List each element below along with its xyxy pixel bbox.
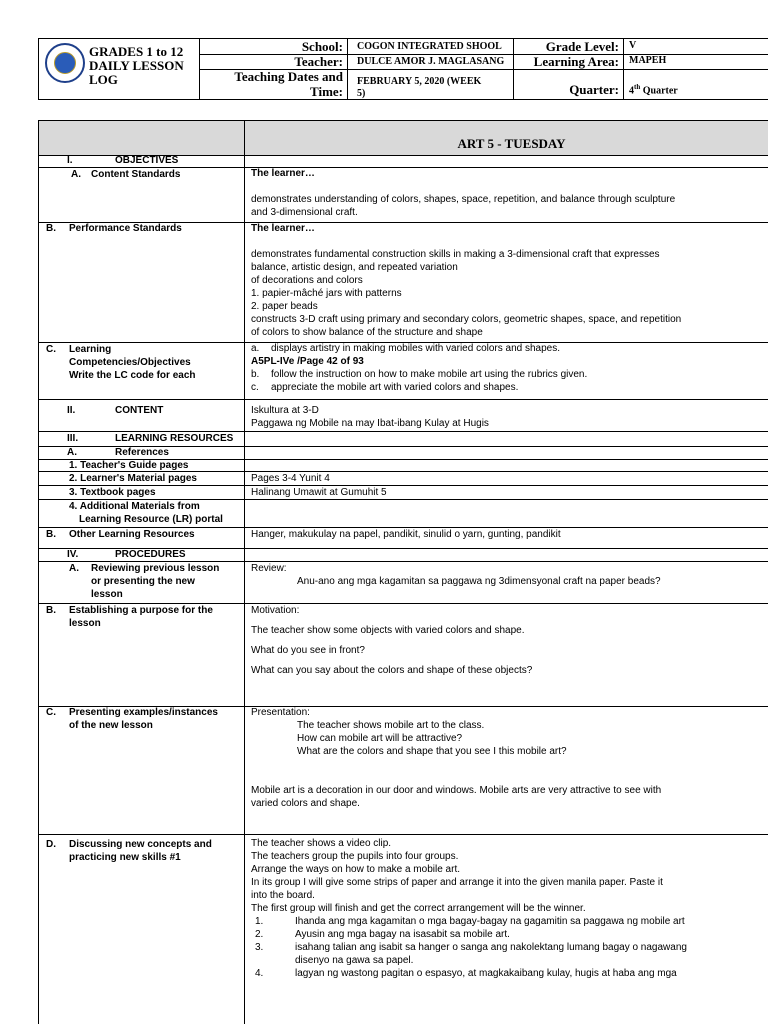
quarter-value: 4th Quarter [629, 83, 678, 97]
teacher-value: DULCE AMOR J. MAGLASANG [357, 56, 505, 67]
resources-num: III. [67, 433, 79, 444]
review-label: Reviewing previous lesson or presenting the new lesson [91, 563, 220, 600]
area-label: Learning Area: [533, 54, 619, 69]
school-label: School: [301, 39, 343, 54]
step-3: 3. isahang talian ang isabit sa hanger o sanga ang nakolektang lumang bagay o nagawang [255, 942, 687, 953]
dates-value: FEBRUARY 5, 2020 (WEEK 5) [357, 76, 482, 99]
additional-label: 4. Additional Materials from Learning Resource (LR) portal [69, 501, 223, 525]
presenting-num: C. [46, 707, 56, 718]
other-resources-num: B. [46, 529, 56, 540]
competencies-list [251, 342, 768, 394]
school-value: COGON INTEGRATED SHOOL [357, 41, 502, 52]
other-resources-label: Other Learning Resources [69, 529, 195, 540]
references-label: References [115, 447, 169, 458]
procedures-num: IV. [67, 549, 79, 560]
step-1: 1. Ihanda ang mga kagamitan o mga bagay-bagay na gagamitin sa paggawa ng mobile art [255, 916, 685, 927]
step-2: 2. Ayusin ang mga bagay na isasabit sa mobile art. [255, 929, 510, 940]
discussing-text: The teacher shows a video clip. The teachers group the pupils into four groups. Arrange the ways on how to make a mobile art. In its group I will give some strips of paper and arrange it into the given manila paper. Paste it into the board. The first group will finish and get the correct arrangement will be the winner. 1. Ihanda ang mga kagamitan o mga bagay-bagay na gagamitin sa paggawa ng mobile art 2. Ayusin ang mga bagay na isasabit sa mobile art. 3. isahang talian ang isabit sa hanger o sanga ang nakolektang lumang bagay o nagawang disenyo na gawa sa papel. 4. lagyan ng wastong pagitan o espasyo, at magkakaibang kulay, hugis at haba ang mga [251, 837, 768, 980]
content-text: Iskultura at 3-D Paggawa ng Mobile na may Ibat-ibang Kulay at Hugis [251, 405, 489, 429]
deped-seal-icon [45, 43, 85, 83]
review-text: Review: Anu-ano ang mga kagamitan sa paggawa ng 3dimensyonal craft na paper beads? [251, 563, 661, 587]
content-standards-text: The learner… demonstrates understanding of colors, shapes, space, repetition, and balance through sculpture and 3-dimensional craft. [251, 168, 676, 218]
content-standards-label: Content Standards [91, 169, 181, 180]
dll-table [38, 120, 768, 1024]
purpose-label: Establishing a purpose for the lesson [69, 605, 213, 629]
tg-label: 1. Teacher's Guide pages [69, 460, 189, 471]
references-num: A. [67, 447, 77, 458]
step-3-cont: disenyo na gawa sa papel. [295, 955, 414, 966]
competency-c: c. appreciate the mobile art with varied colors and shapes. [251, 382, 519, 393]
performance-standards-text: The learner… demonstrates fundamental construction skills in making a 3-dimensional craft that expresses balance, artistic design, and repeated variation of decorations and colors 1. papier-mâché jars with patterns 2. paper beads constructs 3-D craft using primary and secondary colors, geometric shapes, space, and repetition of colors to show balance of the structure and shape [251, 223, 682, 338]
purpose-num: B. [46, 605, 56, 616]
discussing-label: Discussing new concepts and practicing new skills #1 [69, 839, 212, 863]
procedures-label: PROCEDURES [115, 549, 186, 560]
teacher-label: Teacher: [294, 54, 343, 69]
competency-b: b. follow the instruction on how to make mobile art using the rubrics given. [251, 369, 588, 380]
resources-label: LEARNING RESOURCES [115, 433, 234, 444]
content-num: II. [67, 405, 76, 416]
dll-header [38, 38, 768, 100]
quarter-label: Quarter: [569, 82, 619, 97]
performance-standards-num: B. [46, 223, 56, 234]
art-title: ART 5 - TUESDAY [457, 136, 566, 151]
grade-value: V [629, 40, 637, 51]
lm-value: Pages 3-4 Yunit 4 [251, 473, 330, 484]
competency-code: A5PL-IVe /Page 42 of 93 [251, 356, 364, 367]
presenting-label: Presenting examples/instances of the new lesson [69, 707, 218, 731]
title-line-1: GRADES 1 to 12 [89, 44, 184, 59]
competencies-label: Learning Competencies/Objectives Write the LC code for each [69, 344, 196, 381]
dll-title [89, 45, 197, 87]
other-resources-value: Hanger, makukulay na papel, pandikit, sinulid o yarn, gunting, pandikit [251, 529, 561, 540]
textbook-label: 3. Textbook pages [69, 487, 156, 498]
title-line-2: DAILY LESSON [89, 58, 184, 73]
textbook-value: Halinang Umawit at Gumuhit 5 [251, 487, 387, 498]
logo-area [39, 39, 200, 99]
objectives-label: OBJECTIVES [115, 155, 179, 166]
discussing-num: D. [46, 839, 56, 850]
dates-label: Teaching Dates and Time: [234, 69, 343, 99]
content-label: CONTENT [115, 405, 164, 416]
presenting-text: Presentation: The teacher shows mobile art to the class. How can mobile art will be attractive? What are the colors and shape that you see I this mobile art? Mobile art is a decoration in our door and windows. Mobile arts are very attractive to see with varied colors and shape. [251, 707, 662, 809]
objectives-num: I. [67, 155, 73, 166]
grade-label: Grade Level: [545, 39, 619, 54]
title-line-3: LOG [89, 72, 118, 87]
area-value: MAPEH [629, 55, 667, 66]
purpose-text: Motivation: The teacher show some objects with varied colors and shape. What do you see in front? What can you say about the colors and shape of these objects? [251, 605, 533, 676]
lm-label: 2. Learner's Material pages [69, 473, 197, 484]
performance-standards-label: Performance Standards [69, 223, 182, 234]
competencies-num: C. [46, 344, 56, 355]
competency-a: a. displays artistry in making mobiles with varied colors and shapes. [251, 343, 561, 354]
step-4: 4. lagyan ng wastong pagitan o espasyo, at magkakaibang kulay, hugis at haba ang mga [255, 968, 677, 979]
content-standards-num: A. [71, 169, 81, 180]
review-num: A. [69, 563, 79, 574]
